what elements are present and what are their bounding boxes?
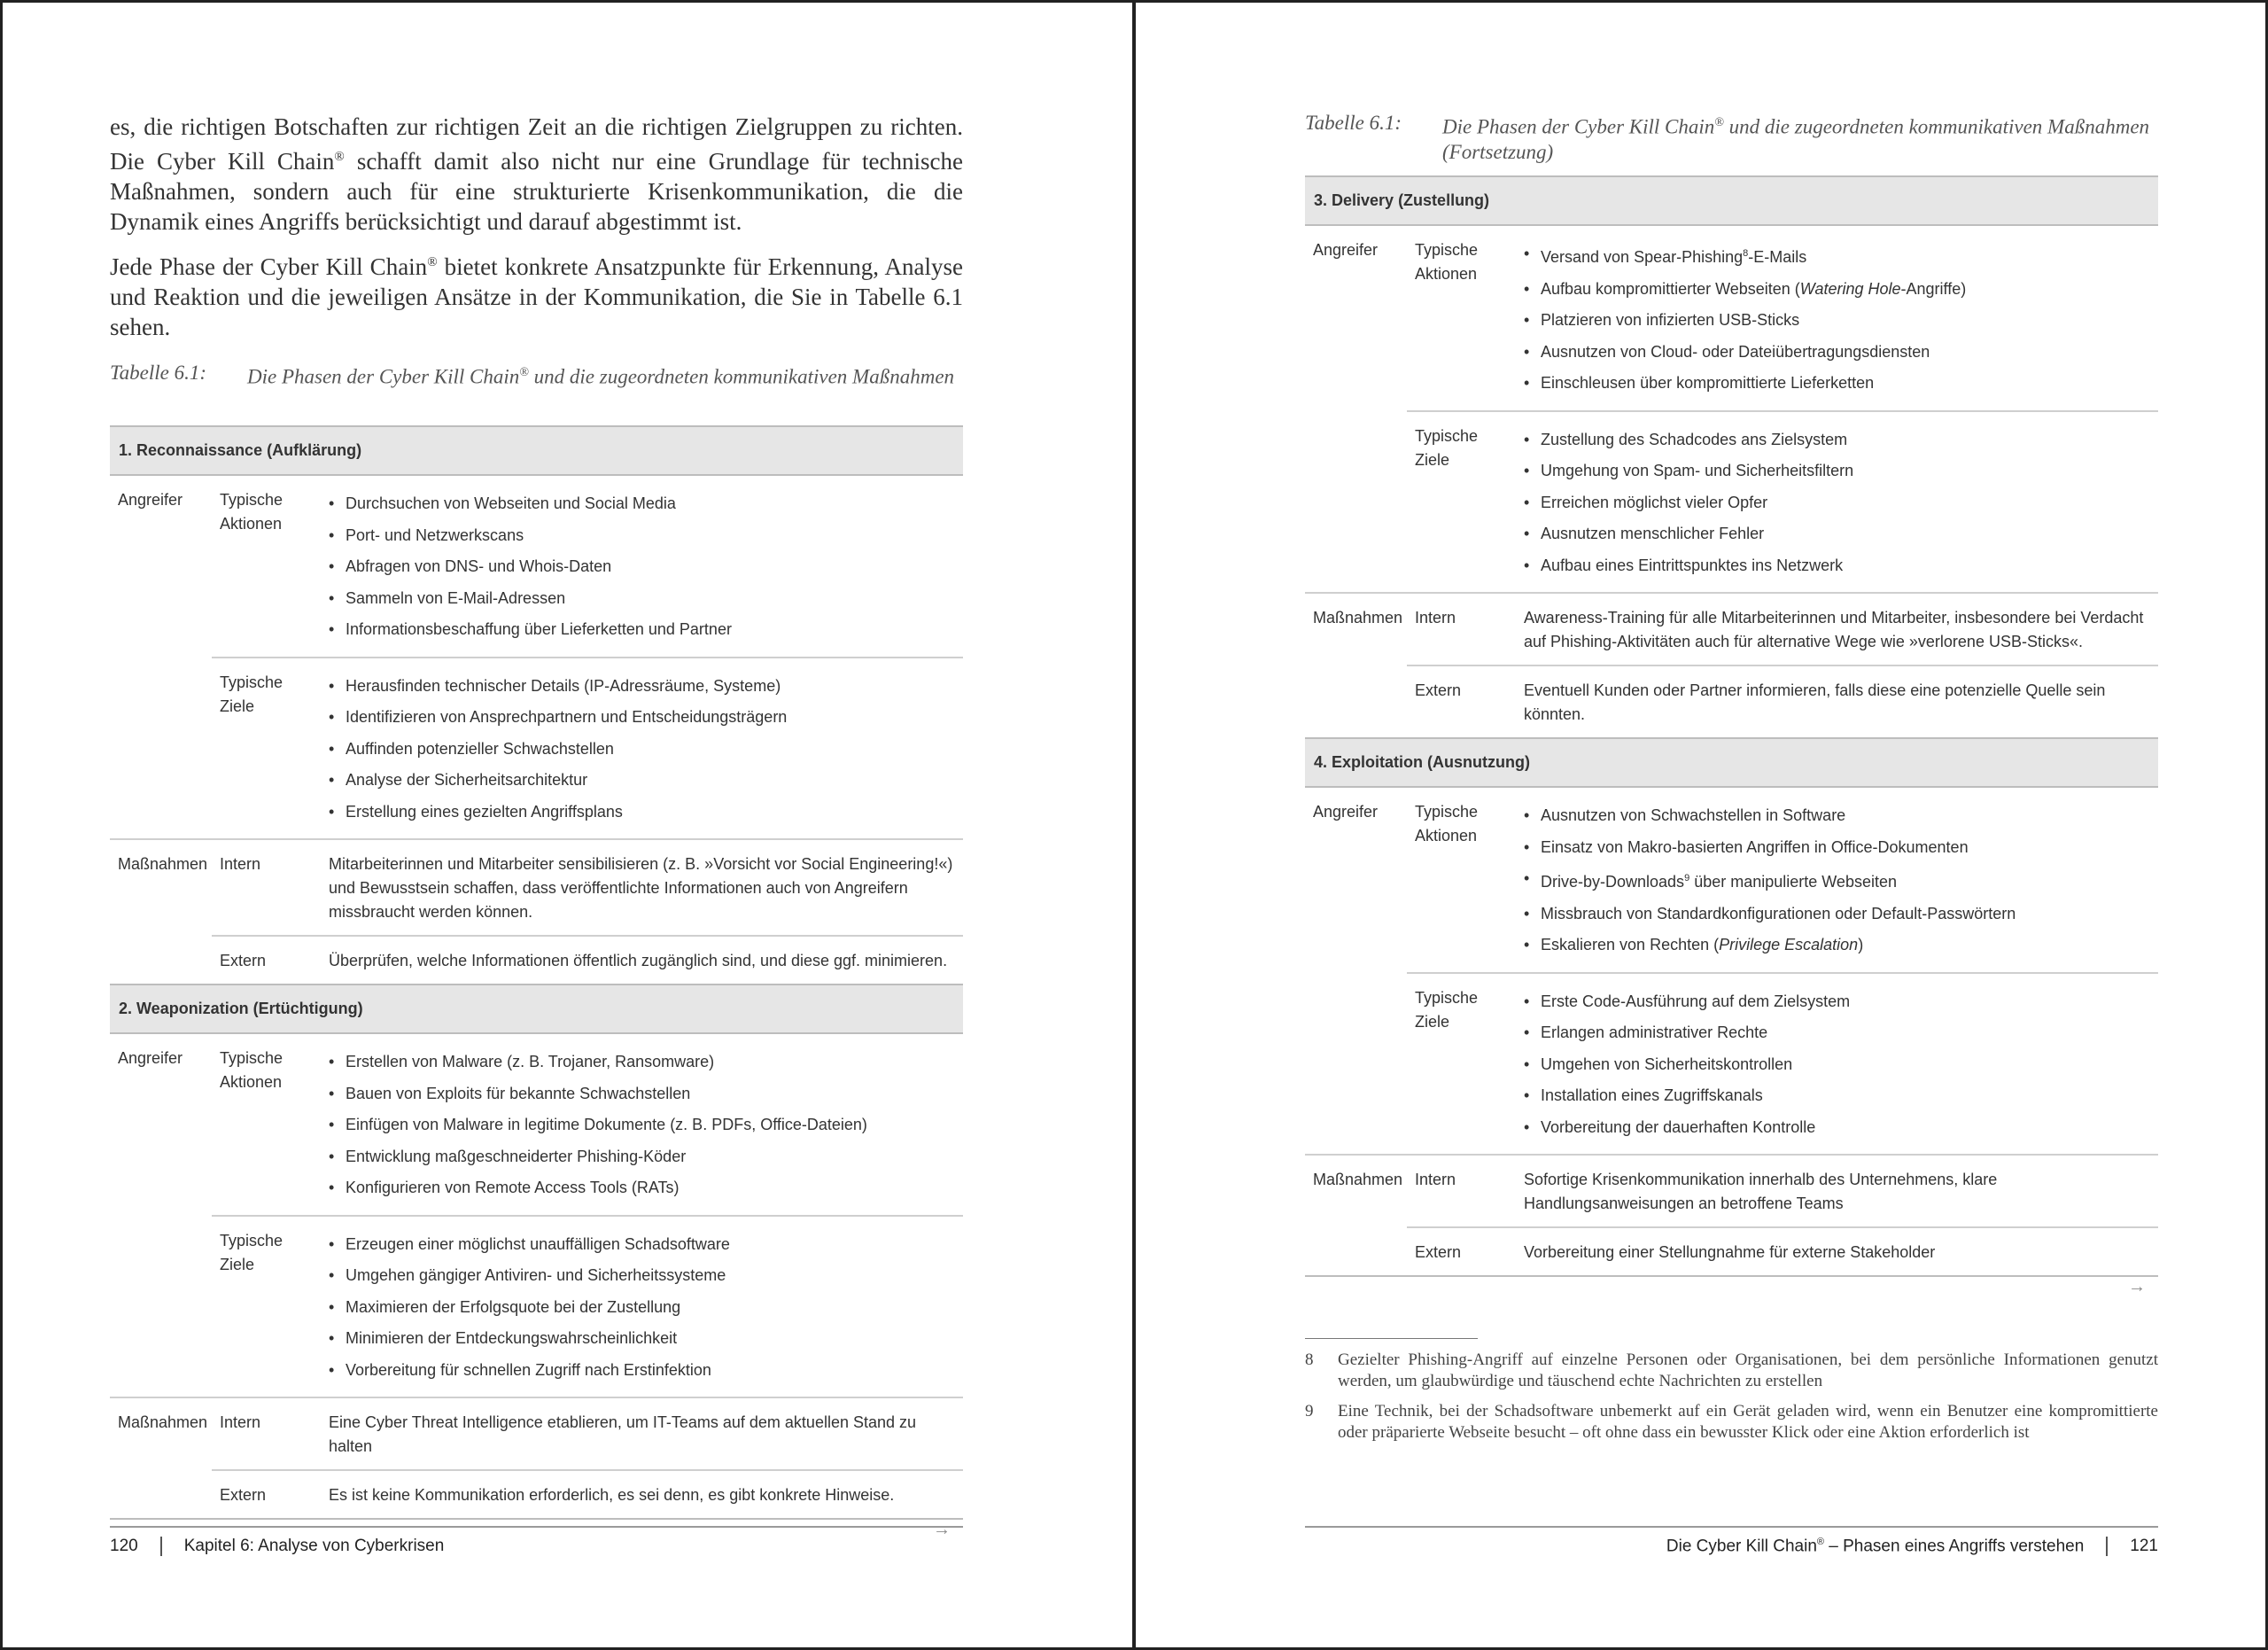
row-label: Typische Aktionen [1415, 803, 1479, 844]
list-item: • Erzeugen einer möglichst unauffälligen Schadsoftware [329, 1229, 955, 1261]
registered-mark: ® [334, 150, 345, 164]
table-row [1305, 973, 2158, 1156]
page-border-left [0, 0, 3, 1650]
chapter-title: Kapitel 6: Analyse von Cyberkrisen [183, 1537, 445, 1555]
list-item: • Einschleusen über kompromittierte Lieferketten [1524, 368, 2150, 400]
table-number: Tabelle 6.1: [110, 362, 207, 384]
list-cell [321, 1033, 963, 1216]
list-item: • Umgehen gängiger Antiviren- und Sicherheitssysteme [329, 1260, 955, 1292]
list-item-text: über manipulierte Webseiten [1689, 873, 1897, 891]
table-title [247, 361, 954, 390]
section-title [1666, 1537, 2084, 1556]
table-cell: Awareness-Training für alle Mitarbeiterinnen und Mitarbeiter, insbesondere bei Verdacht auf Phishing-Aktivitäten auch für alternative Wege wie »verlorene USB-Sticks«. [1516, 593, 2158, 665]
paragraph [110, 247, 963, 342]
row-label: Typische Ziele [212, 658, 321, 840]
page-number: 121 [2130, 1537, 2158, 1556]
table-caption [110, 361, 963, 390]
list-item: • Sammeln von E-Mail-Adressen [329, 583, 955, 615]
table-cell: Vorbereitung einer Stellungnahme für externe Stakeholder [1516, 1227, 2158, 1275]
list-item: • Ausnutzen menschlicher Fehler [1524, 518, 2150, 550]
list-item: • Abfragen von DNS- und Whois-Daten [329, 551, 955, 583]
table-row [1305, 1227, 2158, 1275]
list-item-text: -Angriffe) [1900, 279, 1967, 298]
table-row [110, 1033, 963, 1216]
continue-arrow-icon: → [2128, 1277, 2146, 1296]
empty-cell [110, 658, 212, 840]
list-item: • Erstellung eines gezielten Angriffsplans [329, 797, 955, 829]
phase-header [1305, 738, 2158, 787]
footnotes [1305, 1338, 2158, 1452]
table-row [110, 1216, 963, 1398]
list-item-text: -E-Mails [1748, 248, 1807, 266]
phase-title: 1. Reconnaissance (Aufklärung) [110, 426, 963, 475]
footnote-text: Eine Technik, bei der Schadsoftware unbemerkt auf ein Gerät geladen wird, wenn ein Benutzer eine kompromittierte oder präparierte Webseite besucht – oft ohne dass ein bewusster Klick oder eine Aktion erforderlich ist [1338, 1402, 2158, 1442]
section-title-text: Die Cyber Kill Chain [1666, 1537, 1817, 1556]
left-body-text [110, 112, 963, 353]
list-item: • Erstellen von Malware (z. B. Trojaner, Ransomware) [329, 1047, 955, 1078]
empty-cell [110, 1470, 212, 1518]
empty-cell [1305, 411, 1407, 594]
list-item: • Aufbau eines Eintrittspunktes ins Netzwerk [1524, 550, 2150, 582]
list-item: • Auffinden potenzieller Schwachstellen [329, 734, 955, 766]
footnote-ref: 8 [1743, 248, 1749, 259]
registered-mark: ® [427, 255, 438, 269]
table-title [1442, 111, 2158, 165]
table-row [110, 1470, 963, 1518]
table-cell: Eventuell Kunden oder Partner informieren, falls diese eine potenzielle Quelle sein könnten. [1516, 665, 2158, 738]
book-gutter [1132, 0, 1136, 1650]
row-label: Typische Aktionen [1415, 241, 1479, 283]
row-label: Typische Ziele [212, 1216, 321, 1398]
empty-cell [1305, 665, 1407, 738]
list-item: • Informationsbeschaffung über Lieferketten und Partner [329, 614, 955, 646]
page-footer [1305, 1526, 2158, 1556]
list-item-text: Drive-by-Downloads [1541, 873, 1685, 891]
table-row [1305, 1155, 2158, 1227]
list-item-emphasis: Privilege Escalation [1719, 936, 1859, 953]
list-item [1524, 930, 2150, 961]
list-item: • Erreichen möglichst vieler Opfer [1524, 487, 2150, 519]
list-item: • Bauen von Exploits für bekannte Schwachstellen [329, 1078, 955, 1110]
footnote-number: 9 [1305, 1402, 1314, 1420]
list-item: • Vorbereitung für schnellen Zugriff nach Erstinfektion [329, 1355, 955, 1387]
row-label: Typische Aktionen [220, 491, 284, 533]
footnote-text: Gezielter Phishing-Angriff auf einzelne Personen oder Organisationen, bei dem persönliche Informationen genutzt werden, um glaubwürdige und täuschend echte Nachrichten zu erstellen [1338, 1350, 2158, 1390]
row-label: Intern [212, 1397, 321, 1470]
list-cell [1516, 787, 2158, 973]
table-row [1305, 593, 2158, 665]
paragraph-text: bietet konkrete Ansatzpunkte für Erkennung, Analyse und Reaktion und die jeweiligen Ansätze in der Kommunikation, die Sie in Tabelle 6.1 sehen. [110, 253, 963, 340]
list-item [1524, 238, 2150, 274]
footnote [1305, 1350, 2158, 1392]
list-item: • Minimieren der Entdeckungswahrscheinlichkeit [329, 1323, 955, 1355]
footnote [1305, 1401, 2158, 1444]
row-label: Typische Aktionen [220, 1049, 284, 1091]
list-item: • Konfigurieren von Remote Access Tools (RATs) [329, 1172, 955, 1204]
row-group-label: Angreifer [1313, 803, 1379, 821]
table-row [110, 936, 963, 985]
footer-separator [160, 1537, 162, 1556]
list-item: • Ausnutzen von Schwachstellen in Software [1524, 800, 2150, 832]
continue-arrow-icon: → [933, 1520, 951, 1539]
kill-chain-table-left [110, 425, 963, 1545]
list-cell [1516, 973, 2158, 1156]
list-cell [321, 475, 963, 658]
table-cell: Überprüfen, welche Informationen öffentlich zugänglich sind, und diese ggf. minimieren. [321, 936, 963, 985]
list-item: • Erlangen administrativer Rechte [1524, 1017, 2150, 1049]
table-row [1305, 411, 2158, 594]
row-group-label: Angreifer [1313, 241, 1379, 259]
empty-cell [1305, 1227, 1407, 1275]
empty-cell [110, 936, 212, 985]
section-title-text: – Phasen eines Angriffs verstehen [1824, 1537, 2085, 1556]
table-row [110, 1397, 963, 1470]
table-row [1305, 665, 2158, 738]
footnote-ref: 9 [1684, 873, 1690, 883]
list-cell [1516, 411, 2158, 594]
right-page [1305, 0, 2158, 1650]
list-item-text: Versand von Spear-Phishing [1541, 248, 1744, 266]
list-item: • Installation eines Zugriffskanals [1524, 1080, 2150, 1112]
list-item-text: Eskalieren von Rechten ( [1541, 936, 1720, 953]
list-item: • Zustellung des Schadcodes ans Zielsystem [1524, 424, 2150, 456]
empty-cell [110, 1216, 212, 1398]
empty-cell [1305, 973, 1407, 1156]
row-label: Extern [1407, 1227, 1516, 1275]
row-label: Typische Ziele [1407, 973, 1516, 1156]
table-row [110, 475, 963, 658]
table-title-text: und die zugeordneten kommunikativen Maßnahmen (Fortsetzung) [1442, 115, 2150, 163]
phase-header [1305, 176, 2158, 225]
footnote-number: 8 [1305, 1350, 1314, 1369]
row-label: Extern [1407, 665, 1516, 738]
list-item: • Platzieren von infizierten USB-Sticks [1524, 305, 2150, 337]
paragraph [110, 112, 963, 237]
footer-separator [2106, 1537, 2108, 1556]
list-item [1524, 863, 2150, 899]
row-label: Intern [212, 839, 321, 936]
list-item: • Herausfinden technischer Details (IP-Adressräume, Systeme) [329, 671, 955, 703]
row-label: Intern [1407, 1155, 1516, 1227]
list-item: • Umgehen von Sicherheitskontrollen [1524, 1049, 2150, 1081]
table-title-text: Die Phasen der Cyber Kill Chain [1442, 115, 1715, 138]
list-item: • Einsatz von Makro-basierten Angriffen in Office-Dokumenten [1524, 832, 2150, 864]
row-group-label: Maßnahmen [1305, 593, 1407, 665]
row-label: Extern [212, 1470, 321, 1518]
list-item: • Maximieren der Erfolgsquote bei der Zustellung [329, 1292, 955, 1324]
table-cell: Eine Cyber Threat Intelligence etablieren, um IT-Teams auf dem aktuellen Stand zu halten [321, 1397, 963, 1470]
table-cell: Es ist keine Kommunikation erforderlich, es sei denn, es gibt konkrete Hinweise. [321, 1470, 963, 1518]
left-page [110, 0, 963, 1650]
table-title-text: Die Phasen der Cyber Kill Chain [247, 365, 520, 388]
list-cell [1516, 225, 2158, 411]
table-row [1305, 787, 2158, 973]
list-item: • Durchsuchen von Webseiten und Social Media [329, 488, 955, 520]
phase-header [110, 426, 963, 475]
table-caption [1305, 111, 2158, 165]
paragraph-text: schafft damit also nicht nur eine Grundlage für technische Maßnahmen, sondern auch für eine strukturierte Krisenkommunikation, die die Dynamik eines Angriffs berücksichtigt und darauf abgestimmt ist. [110, 148, 963, 235]
footnote-rule [1305, 1338, 1478, 1339]
list-cell [321, 658, 963, 840]
table-cell: Sofortige Krisenkommunikation innerhalb des Unternehmens, klare Handlungsanweisungen an betroffene Teams [1516, 1155, 2158, 1227]
list-item: • Umgehung von Spam- und Sicherheitsfiltern [1524, 455, 2150, 487]
phase-title: 3. Delivery (Zustellung) [1305, 176, 2158, 225]
row-label: Extern [212, 936, 321, 985]
row-group-label: Angreifer [118, 1049, 183, 1067]
list-item: • Analyse der Sicherheitsarchitektur [329, 765, 955, 797]
row-group-label: Maßnahmen [110, 1397, 212, 1470]
row-group-label: Angreifer [118, 491, 183, 509]
list-item: • Entwicklung maßgeschneiderter Phishing-Köder [329, 1141, 955, 1173]
list-item: • Identifizieren von Ansprechpartnern und Entscheidungsträgern [329, 702, 955, 734]
row-label: Intern [1407, 593, 1516, 665]
table-title-text: und die zugeordneten kommunikativen Maßnahmen [528, 365, 955, 388]
list-item: • Port- und Netzwerkscans [329, 520, 955, 552]
registered-mark: ® [1714, 116, 1724, 129]
list-item: • Vorbereitung der dauerhaften Kontrolle [1524, 1112, 2150, 1144]
page-footer [110, 1526, 963, 1556]
list-item-text: Aufbau kompromittierter Webseiten ( [1541, 279, 1800, 298]
kill-chain-table-right [1305, 175, 2158, 1302]
row-group-label: Maßnahmen [110, 839, 212, 936]
phase-title: 4. Exploitation (Ausnutzung) [1305, 738, 2158, 787]
table-row [110, 658, 963, 840]
list-item: • Einfügen von Malware in legitime Dokumente (z. B. PDFs, Office-Dateien) [329, 1109, 955, 1141]
list-item: • Missbrauch von Standardkonfigurationen oder Default-Passwörtern [1524, 899, 2150, 930]
paragraph-text: es, die richtigen Botschaften zur richtigen Zeit an die richtigen Zielgruppen zu richten. Die Cyber Kill Chain [110, 113, 963, 175]
paragraph-text: Jede Phase der Cyber Kill Chain [110, 253, 428, 280]
table-row [110, 839, 963, 936]
table-row [1305, 225, 2158, 411]
registered-mark: ® [1816, 1537, 1824, 1547]
phase-header [110, 985, 963, 1033]
row-label: Typische Ziele [1407, 411, 1516, 594]
page-number: 120 [110, 1537, 138, 1555]
list-item: • Erste Code-Ausführung auf dem Zielsystem [1524, 986, 2150, 1018]
list-item: • Ausnutzen von Cloud- oder Dateiübertragungsdiensten [1524, 337, 2150, 369]
row-group-label: Maßnahmen [1305, 1155, 1407, 1227]
list-cell [321, 1216, 963, 1398]
phase-title: 2. Weaponization (Ertüchtigung) [110, 985, 963, 1033]
table-number: Tabelle 6.1: [1305, 112, 1402, 134]
table-cell: Mitarbeiterinnen und Mitarbeiter sensibilisieren (z. B. »Vorsicht vor Social Engineering!«) und Bewusstsein schaffen, dass veröffentlichte Informationen auch von Angreifern missbraucht werden können. [321, 839, 963, 936]
list-item [1524, 274, 2150, 306]
list-item-text: ) [1858, 936, 1864, 953]
list-item-emphasis: Watering Hole [1799, 279, 1901, 298]
registered-mark: ® [519, 366, 529, 379]
